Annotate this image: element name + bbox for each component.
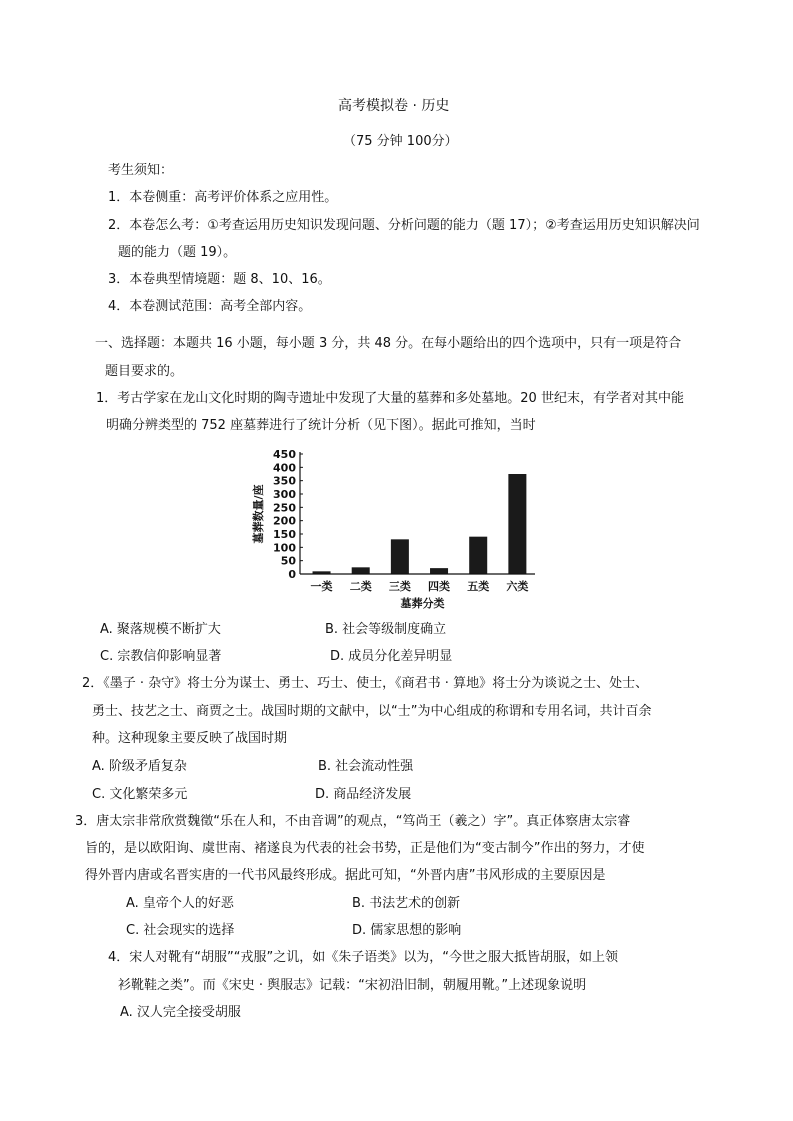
option-c: C. 文化繁荣多元 <box>92 787 188 802</box>
burial-count-bar-chart <box>250 446 550 616</box>
question-2-stem-cont: 勇士、技艺之士、商贾之士。战国时期的文献中，以“士”为中心组成的称谓和专用名词，共计百余 <box>92 704 652 719</box>
option-d: D. 儒家思想的影响 <box>352 923 462 938</box>
question-3-stem-cont: 得外晋内唐或名晋实唐的一代书风最终形成。据此可知，“外晋内唐”书风形成的主要原因是 <box>85 868 606 883</box>
y-tick-label: 450 <box>273 448 296 461</box>
bar-3 <box>391 539 409 574</box>
x-axis-label: 墓葬分类 <box>400 597 445 610</box>
option-a: A. 聚落规模不断扩大 <box>100 622 221 637</box>
bar-5 <box>469 537 487 574</box>
option-a: A. 阶级矛盾复杂 <box>92 759 187 774</box>
bar-6 <box>508 474 526 574</box>
y-tick-label: 200 <box>273 514 296 528</box>
option-d: D. 成员分化差异明显 <box>330 649 453 664</box>
option-c: C. 社会现实的选择 <box>126 923 235 938</box>
y-tick-label: 350 <box>273 474 296 488</box>
bar-2 <box>352 567 370 574</box>
notice-item: 4．本卷测试范围：高考全部内容。 <box>108 299 312 314</box>
x-tick-label: 二类 <box>349 580 372 593</box>
question-3-stem: 3．唐太宗非常欣赏魏徵“乐在人和，不由音调”的观点，“笃尚王（羲之）字”。真正体察唐太宗睿 <box>75 814 631 829</box>
option-a: A. 汉人完全接受胡服 <box>120 1005 241 1020</box>
notice-item: 3．本卷典型情境题：题 8、10、16。 <box>108 272 331 287</box>
section-heading-cont: 题目要求的。 <box>105 364 184 379</box>
notice-heading: 考生须知： <box>108 163 174 178</box>
x-tick-label: 四类 <box>428 580 451 593</box>
question-1-stem: 1．考古学家在龙山文化时期的陶寺遗址中发现了大量的墓葬和多处墓地。20 世纪末，有学者对其中能 <box>96 391 684 406</box>
option-b: B. 社会等级制度确立 <box>325 622 447 637</box>
notice-item: 题的能力（题 19）。 <box>118 245 237 260</box>
y-tick-label: 250 <box>273 501 296 515</box>
bar-4 <box>430 568 448 574</box>
y-tick-label: 0 <box>288 568 296 581</box>
option-a: A. 皇帝个人的好恶 <box>126 896 234 911</box>
question-4-stem-cont: 衫靴鞋之类”。而《宋史 · 舆服志》记载：“宋初沿旧制，朝履用靴。”上述现象说明 <box>118 978 587 993</box>
question-3-stem-cont: 旨的，是以欧阳询、虞世南、褚遂良为代表的社会书势，正是他们为“变古制今”作出的努力，才使 <box>85 841 645 856</box>
question-4-stem: 4．宋人对靴有“胡服”“戎服”之讥，如《朱子语类》以为，“今世之服大抵皆胡服，如上领 <box>108 950 618 965</box>
y-tick-label: 100 <box>273 541 296 555</box>
question-2-stem-cont: 种。这种现象主要反映了战国时期 <box>92 731 288 746</box>
y-tick-label: 300 <box>273 488 296 501</box>
page-title: 高考模拟卷 · 历史 <box>338 98 450 114</box>
question-1-stem-cont: 明确分辨类型的 752 座墓葬进行了统计分析（见下图）。据此可推知，当时 <box>106 418 536 433</box>
x-tick-label: 一类 <box>310 580 333 593</box>
y-axis-label: 墓葬数量/座 <box>252 484 265 544</box>
notice-item: 1．本卷侧重：高考评价体系之应用性。 <box>108 190 338 205</box>
y-tick-label: 50 <box>280 554 296 568</box>
x-tick-label: 五类 <box>467 580 490 593</box>
y-tick-label: 150 <box>273 528 296 541</box>
option-b: B. 社会流动性强 <box>318 759 414 774</box>
option-c: C. 宗教信仰影响显著 <box>100 649 222 664</box>
option-b: B. 书法艺术的创新 <box>352 896 461 911</box>
exam-duration: （75 分钟 100分） <box>343 134 458 149</box>
notice-item: 2．本卷怎么考：①考查运用历史知识发现问题、分析问题的能力（题 17）；②考查运用历史知识解决问 <box>108 218 700 233</box>
y-tick-label: 400 <box>273 461 296 475</box>
section-heading: 一、选择题：本题共 16 小题，每小题 3 分，共 48 分。在每小题给出的四个选项中，只有一项是符合 <box>95 336 682 351</box>
question-2-stem: 2．《墨子 · 杂守》将士分为谋士、勇士、巧士、使士，《商君书 · 算地》将士分为谈说之士、处士、 <box>82 676 649 691</box>
x-tick-label: 六类 <box>506 580 529 593</box>
x-tick-label: 三类 <box>388 580 411 593</box>
option-d: D. 商品经济发展 <box>315 787 412 802</box>
